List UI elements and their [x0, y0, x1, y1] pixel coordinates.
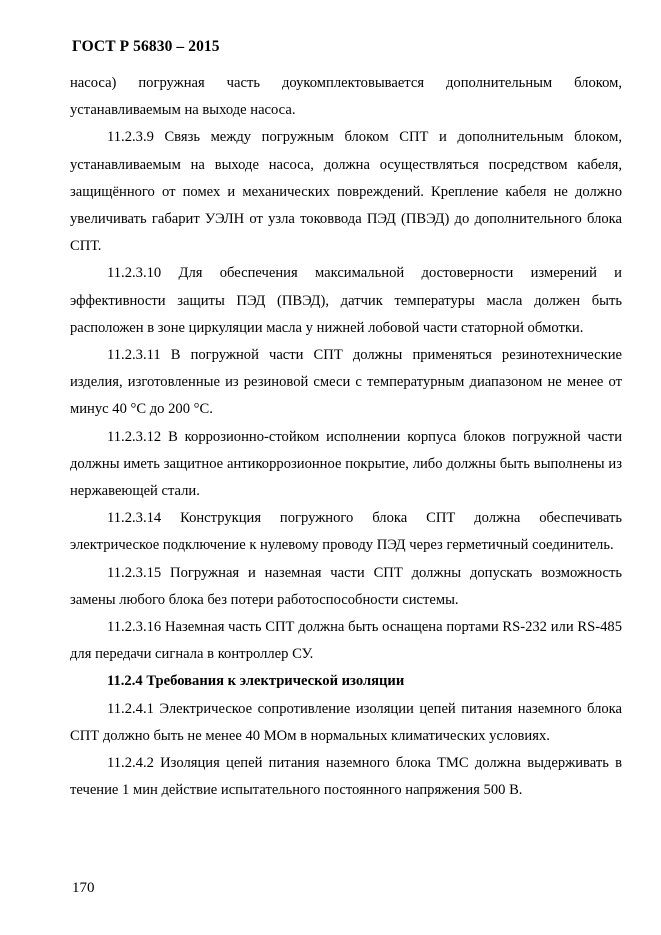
paragraph-11-2-3-15: 11.2.3.15 Погружная и наземная части СПТ должны допускать возможность замены любого блока без потери работоспособности системы. — [70, 564, 622, 608]
paragraph-11-2-3-12: 11.2.3.12 В коррозионно-стойком исполнении корпуса блоков погружной части должны иметь защитное антикоррозионное покрытие, либо должны быть выполнены из нержавеющей стали. — [70, 428, 622, 500]
document-header-title: ГОСТ Р 56830 – 2015 — [72, 38, 220, 55]
paragraph-11-2-3-9: 11.2.3.9 Связь между погружным блоком СПТ и дополнительным блоком, устанавливаемым на выходе насоса, должна осуществляться посредством кабеля, защищённого от помех и механических повреждений. Крепление кабеля не должно увеличивать габарит УЭЛН от узла токоввода ПЭД (ПВЭД) до дополнительного блока СПТ. — [70, 129, 622, 255]
paragraph-11-2-3-11: 11.2.3.11 В погружной части СПТ должны применяться резинотехнические изделия, изготовленные из резиновой смеси с температурным диапазоном не менее от минус 40 °С до 200 °С. — [70, 347, 622, 418]
paragraph-11-2-4-1: 11.2.4.1 Электрическое сопротивление изоляции цепей питания наземного блока СПТ должно быть не менее 40 МОм в нормальных климатических условиях. — [70, 700, 622, 744]
paragraph-continuation: насоса) погружная часть доукомплектовывается дополнительным блоком, устанавливаемым на выходе насоса. — [70, 75, 622, 119]
paragraph-11-2-3-16: 11.2.3.16 Наземная часть СПТ должна быть оснащена портами RS-232 или RS-485 для передачи сигнала в контроллер СУ. — [70, 619, 622, 663]
paragraph-11-2-3-14: 11.2.3.14 Конструкция погружного блока СПТ должна обеспечивать электрическое подключение к нулевому проводу ПЭД через герметичный соединитель. — [70, 510, 622, 554]
paragraph-11-2-4-2: 11.2.4.2 Изоляция цепей питания наземного блока ТМС должна выдерживать в течение 1 мин действие испытательного постоянного напряжения 500 В. — [70, 755, 622, 799]
document-body — [70, 70, 622, 804]
page-number: 170 — [72, 880, 95, 896]
paragraph-11-2-3-10: 11.2.3.10 Для обеспечения максимальной достоверности измерений и эффективности защиты ПЭД (ПВЭД), датчик температуры масла должен быть расположен в зоне циркуляции масла у нижней лобовой части статорной обмотки. — [70, 265, 622, 336]
section-heading-11-2-4: 11.2.4 Требования к электрической изоляции — [107, 673, 405, 690]
